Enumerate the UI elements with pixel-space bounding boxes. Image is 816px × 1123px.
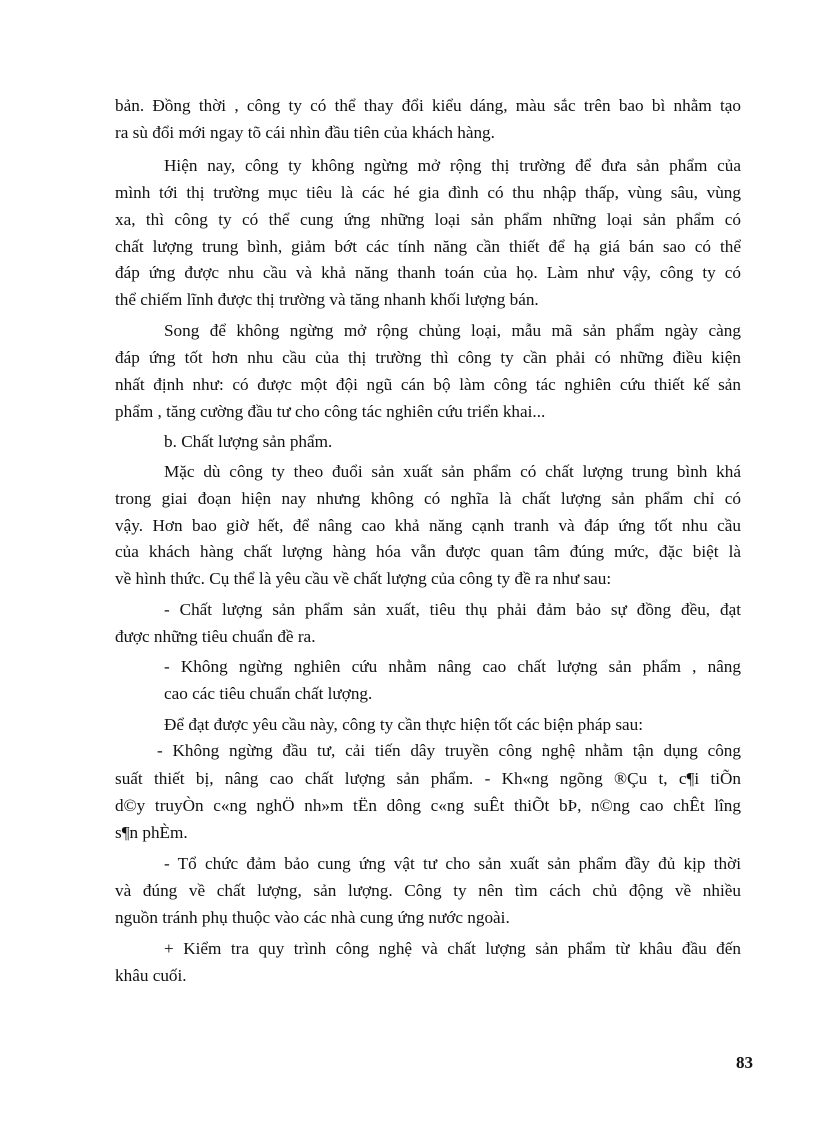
text-line: đáp ứng được nhu cầu và khả năng thanh toán của họ. Làm như vậy, công ty có — [115, 263, 741, 282]
text-line: chất lượng trung bình, giảm bớt các tính năng cần thiết để hạ giá bán sao có thể — [115, 237, 741, 256]
list-item-text: - Không ngừng nghiên cứu nhằm nâng cao chất lượng sản phẩm , nâng — [164, 657, 741, 676]
text-line: vậy. Hơn bao giờ hết, để nâng cao khả năng cạnh tranh và đáp ứng tốt nhu cầu — [115, 516, 741, 535]
text-line: về hình thức. Cụ thể là yêu cầu về chất lượng của công ty đề ra như sau: — [115, 569, 612, 588]
text-line: trong giai đoạn hiện nay nhưng không có nghĩa là chất lượng sản phẩm chỉ có — [115, 489, 741, 508]
list-item-text: - Không ngừng đầu tư, cải tiến dây truyền công nghệ nhằm tận dụng công — [157, 741, 741, 760]
section-heading: b. Chất lượng sản phẩm. — [164, 432, 333, 451]
text-line: đáp ứng tốt hơn nhu cầu của thị trường thì công ty cần phải có những điều kiện — [115, 348, 741, 367]
text-line: ra sù đổi mới ngay tõ cái nhìn đầu tiên của khách hàng. — [115, 123, 495, 142]
text-line: d©y truyÒn c«ng nghÖ nh»m tËn dông c«ng suÊt thiÕt bÞ, n©ng cao chÊt lîng — [115, 796, 741, 815]
text-line: Hiện nay, công ty không ngừng mở rộng thị trường để đưa sản phẩm của — [164, 156, 741, 175]
list-item-text: + Kiểm tra quy trình công nghệ và chất lượng sản phẩm từ khâu đầu đến — [164, 939, 741, 958]
text-line: nguồn tránh phụ thuộc vào các nhà cung ứng nước ngoài. — [115, 908, 510, 927]
list-item-text: - Chất lượng sản phẩm sản xuất, tiêu thụ phải đảm bảo sự đồng đều, đạt — [164, 600, 741, 619]
text-line: Song để không ngừng mở rộng chủng loại, mẫu mã sản phẩm ngày càng — [164, 321, 741, 340]
text-line: suất thiết bị, nâng cao chất lượng sản phẩm. - Kh«ng ngõng ®Çu t, c¶i tiÕn — [115, 769, 741, 788]
text-line: s¶n phÈm. — [115, 823, 188, 842]
text-line: của khách hàng chất lượng hàng hóa vẫn được quan tâm đúng mức, đặc biệt là — [115, 542, 741, 561]
text-line: Để đạt được yêu cầu này, công ty cần thực hiện tốt các biện pháp sau: — [164, 715, 644, 734]
text-line: khâu cuối. — [115, 966, 187, 985]
page-number: 83 — [736, 1053, 753, 1072]
list-item-text: - Tổ chức đảm bảo cung ứng vật tư cho sản xuất sản phẩm đầy đủ kịp thời — [164, 854, 741, 873]
text-line: xa, thì công ty có thể cung ứng những loại sản phẩm những loại sản phẩm có — [115, 210, 741, 229]
text-line: và đúng về chất lượng, sản lượng. Công ty nên tìm cách chủ động về nhiều — [115, 881, 741, 900]
text-line: cao các tiêu chuẩn chất lượng. — [164, 684, 373, 703]
text-line: thể chiếm lĩnh được thị trường và tăng nhanh khối lượng bán. — [115, 290, 539, 309]
text-line: được những tiêu chuẩn đề ra. — [115, 627, 316, 646]
text-line: Mặc dù công ty theo đuổi sản xuất sản phẩm có chất lượng trung bình khá — [164, 462, 741, 481]
text-line: mình tới thị trường mục tiêu là các hé gia đình có thu nhập thấp, vùng sâu, vùng — [115, 183, 741, 202]
text-line: phẩm , tăng cường đầu tư cho công tác nghiên cứu triển khai... — [115, 402, 546, 421]
text-line: bản. Đồng thời , công ty có thể thay đổi kiểu dáng, màu sắc trên bao bì nhằm tạo — [115, 96, 741, 115]
text-line: nhất định như: có được một đội ngũ cán bộ làm công tác nghiên cứu thiết kế sản — [115, 375, 741, 394]
